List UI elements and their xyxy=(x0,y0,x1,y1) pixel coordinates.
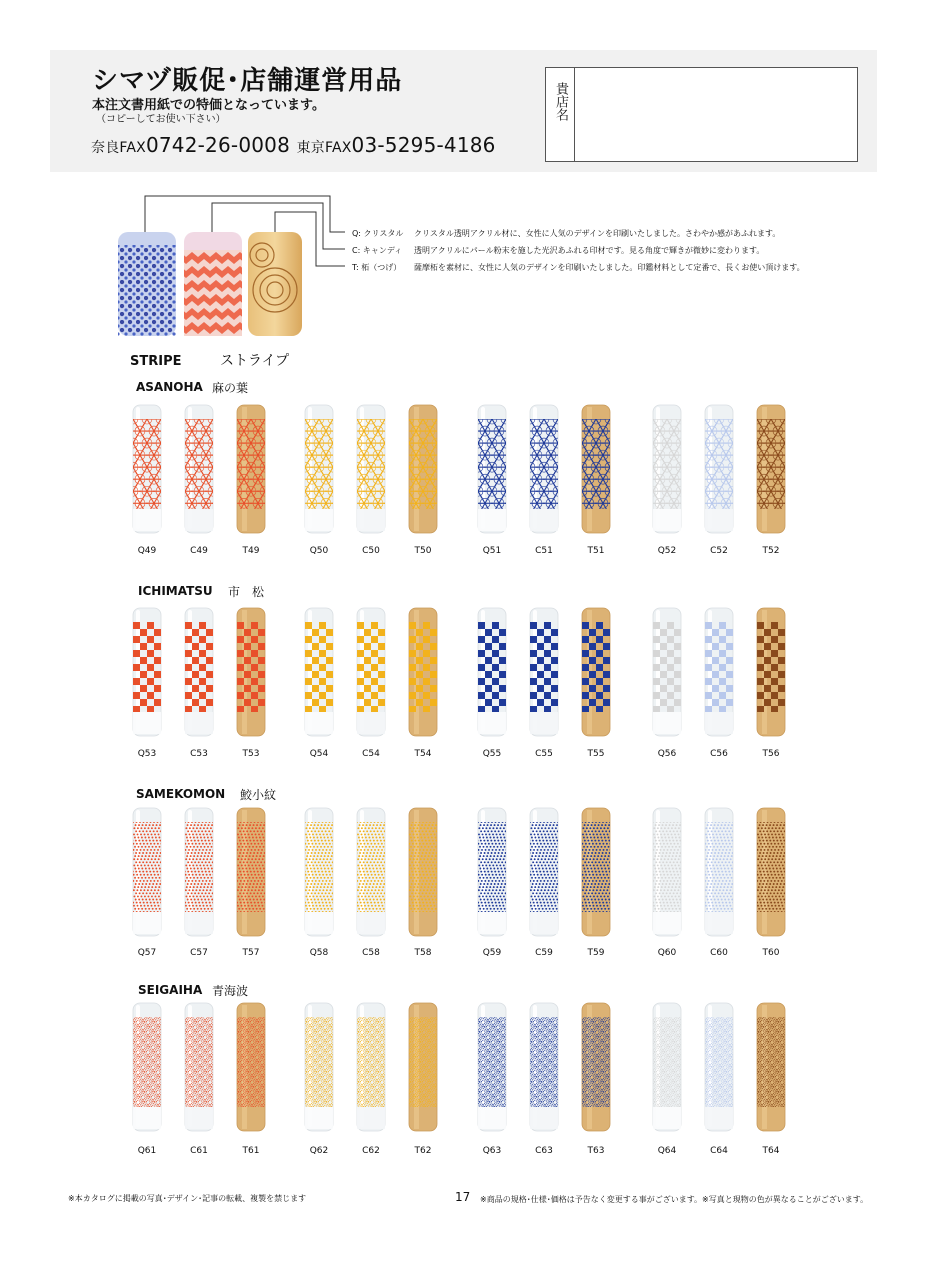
item-code-c59: C59 xyxy=(535,948,553,958)
stamp-c59 xyxy=(528,808,563,936)
shop-name-label: 貴店名 xyxy=(553,82,568,121)
legend-crystal: Q: クリスタル クリスタル透明アクリル材に、女性に人気のデザインを印刷いたしました。さわやか感があふれます。 xyxy=(352,229,781,238)
item-code-q54: Q54 xyxy=(309,749,329,759)
stamp-t58 xyxy=(407,808,442,936)
section-title-ichimatsu: ICHIMATSU xyxy=(138,584,213,598)
item-code-c64: C64 xyxy=(710,1146,728,1156)
stamp-t61 xyxy=(222,1003,277,1131)
section-title-seigaiha: SEIGAIHA xyxy=(138,983,203,997)
stamp-c54 xyxy=(357,608,385,736)
item-code-q64: Q64 xyxy=(657,1146,677,1156)
item-code-q53: Q53 xyxy=(137,749,157,759)
stamp-c52 xyxy=(697,405,748,533)
item-code-c54: C54 xyxy=(362,749,380,759)
item-code-c49: C49 xyxy=(190,546,208,556)
stamp-t50 xyxy=(401,405,452,533)
stamp-t52 xyxy=(749,405,800,533)
stamp-q54 xyxy=(305,608,333,736)
page-title: シマヅ販促･店舗運営用品 xyxy=(92,66,403,96)
item-code-c50: C50 xyxy=(362,546,380,556)
stamp-t49 xyxy=(229,405,280,533)
item-code-c53: C53 xyxy=(190,749,208,759)
item-code-t57: T57 xyxy=(242,948,260,958)
stamp-t59 xyxy=(580,808,615,936)
stamp-q50 xyxy=(297,405,348,533)
item-code-t56: T56 xyxy=(762,749,780,759)
item-code-c56: C56 xyxy=(710,749,728,759)
item-code-q60: Q60 xyxy=(657,948,677,958)
stamp-c63 xyxy=(515,1003,570,1131)
stamp-c53 xyxy=(185,608,213,736)
stamp-c62 xyxy=(342,1003,397,1131)
stamp-q53 xyxy=(133,608,161,736)
item-code-t54: T54 xyxy=(414,749,432,759)
stamp-q55 xyxy=(478,608,506,736)
item-code-t51: T51 xyxy=(587,546,605,556)
item-code-q52: Q52 xyxy=(657,546,677,556)
stamp-c57 xyxy=(183,808,218,936)
stamp-t51 xyxy=(574,405,625,533)
section-jp-asanoha: 麻の葉 xyxy=(212,381,249,395)
item-code-t53: T53 xyxy=(242,749,260,759)
item-code-c60: C60 xyxy=(710,948,728,958)
page-subtitle: 本注文書用紙での特価となっています。 xyxy=(92,98,325,113)
item-code-q59: Q59 xyxy=(482,948,502,958)
item-code-t59: T59 xyxy=(587,948,605,958)
stamp-q51 xyxy=(470,405,521,533)
item-code-q56: Q56 xyxy=(657,749,677,759)
fax-nara-number: 0742-26-0008 xyxy=(145,133,291,157)
item-code-q62: Q62 xyxy=(309,1146,329,1156)
legend-candy: C: キャンディ 透明アクリルにパール粉末を施した光沢あふれる印材です。見る角度で輝きが微妙に変わります。 xyxy=(352,246,765,255)
item-code-t64: T64 xyxy=(762,1146,780,1156)
item-code-c57: C57 xyxy=(190,948,208,958)
copy-note: （コピーしてお使い下さい） xyxy=(96,114,226,125)
item-code-q63: Q63 xyxy=(482,1146,502,1156)
stamp-c51 xyxy=(522,405,573,533)
item-code-t52: T52 xyxy=(762,546,780,556)
stamp-t57 xyxy=(235,808,270,936)
item-code-c55: C55 xyxy=(535,749,553,759)
stamp-q59 xyxy=(476,808,511,936)
item-code-q55: Q55 xyxy=(482,749,502,759)
stamp-t54 xyxy=(409,608,437,736)
item-code-t50: T50 xyxy=(414,546,432,556)
item-code-t49: T49 xyxy=(242,546,260,556)
section-title-samekomon: SAMEKOMON xyxy=(136,787,226,801)
section-jp-seigaiha: 青海波 xyxy=(212,984,249,998)
item-code-c62: C62 xyxy=(362,1146,380,1156)
stamp-c61 xyxy=(170,1003,225,1131)
item-code-c51: C51 xyxy=(535,546,553,556)
section-title-asanoha: ASANOHA xyxy=(136,380,203,394)
item-code-t58: T58 xyxy=(414,948,432,958)
item-code-c63: C63 xyxy=(535,1146,553,1156)
section-jp-ichimatsu: 市 松 xyxy=(228,585,265,599)
item-code-q61: Q61 xyxy=(137,1146,157,1156)
item-code-q57: Q57 xyxy=(137,948,157,958)
stamp-q60 xyxy=(651,808,686,936)
stamp-q52 xyxy=(645,405,696,533)
stamp-t60 xyxy=(755,808,790,936)
stamp-q62 xyxy=(290,1003,345,1131)
stamp-t53 xyxy=(237,608,265,736)
stamp-t63 xyxy=(567,1003,622,1131)
footer-copyright-note: ※本カタログに掲載の写真･デザイン･記事の転載、複製を禁じます xyxy=(68,1194,307,1203)
item-code-q50: Q50 xyxy=(309,546,329,556)
stamp-q49 xyxy=(125,405,176,533)
stamp-c60 xyxy=(703,808,738,936)
item-code-t55: T55 xyxy=(587,749,605,759)
stamp-q57 xyxy=(131,808,166,936)
legend-wood: T: 柘（つげ） 薩摩柘を素材に、女性に人気のデザインを印刷いたしました。印鑑材料として定番で、長くお使い頂けます。 xyxy=(352,263,805,272)
stamp-q64 xyxy=(638,1003,693,1131)
page-number: 17 xyxy=(455,1190,471,1204)
stamp-t62 xyxy=(394,1003,449,1131)
stamp-q61 xyxy=(118,1003,173,1131)
stamp-c58 xyxy=(355,808,390,936)
item-code-t63: T63 xyxy=(587,1146,605,1156)
item-code-c52: C52 xyxy=(710,546,728,556)
stamp-c50 xyxy=(349,405,400,533)
stamp-q63 xyxy=(463,1003,518,1131)
stamp-c56 xyxy=(705,608,733,736)
stripe-title-jp: ストライプ xyxy=(220,353,290,369)
item-code-c61: C61 xyxy=(190,1146,208,1156)
footer-disclaimer: ※商品の規格･仕様･価格は予告なく変更する事がございます。※写真と現物の色が異なることがございます。 xyxy=(480,1195,869,1204)
item-code-c58: C58 xyxy=(362,948,380,958)
item-code-q51: Q51 xyxy=(482,546,502,556)
item-code-q58: Q58 xyxy=(309,948,329,958)
stripe-title-en: STRIPE xyxy=(130,354,182,369)
fax-tokyo-label: 東京FAX xyxy=(296,140,352,156)
item-code-t62: T62 xyxy=(414,1146,432,1156)
stamp-t55 xyxy=(582,608,610,736)
section-jp-samekomon: 鮫小紋 xyxy=(240,788,277,802)
stamp-c64 xyxy=(690,1003,745,1131)
item-code-q49: Q49 xyxy=(137,546,157,556)
stamp-q56 xyxy=(653,608,681,736)
stamp-t56 xyxy=(757,608,785,736)
item-code-t60: T60 xyxy=(762,948,780,958)
stamp-t64 xyxy=(742,1003,797,1131)
stamp-q58 xyxy=(303,808,338,936)
fax-nara-label: 奈良FAX xyxy=(91,140,146,156)
item-code-t61: T61 xyxy=(242,1146,260,1156)
stamp-c55 xyxy=(530,608,558,736)
stamp-c49 xyxy=(177,405,228,533)
fax-tokyo-number: 03-5295-4186 xyxy=(351,133,496,157)
